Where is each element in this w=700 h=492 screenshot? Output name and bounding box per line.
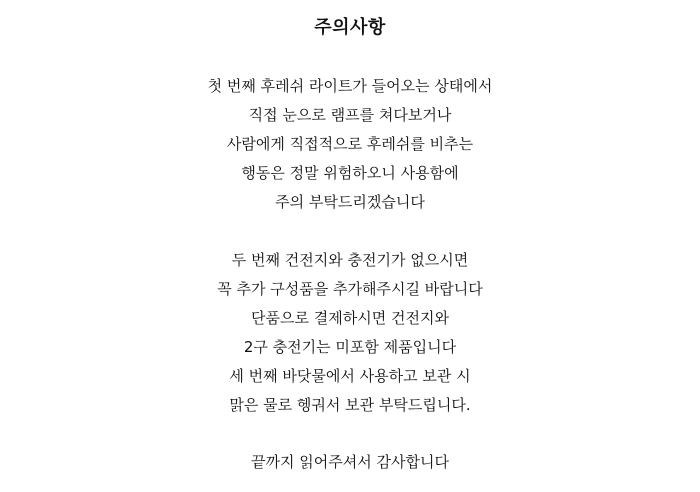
notice-line: 2구 충전기는 미포함 제품입니다 — [243, 338, 457, 356]
notice-line: 행동은 정말 위험하오니 사용함에 — [241, 164, 459, 182]
page-title: 주의사항 — [314, 17, 386, 38]
notice-line: 사람에게 직접적으로 후레쉬를 비추는 — [226, 135, 474, 153]
notice-line: 세 번째 바닷물에서 사용하고 보관 시 — [229, 367, 471, 385]
notice-line: 주의 부탁드리겠습니다 — [275, 193, 425, 211]
notice-line: 첫 번째 후레쉬 라이트가 들어오는 상태에서 — [207, 77, 493, 95]
notice-line: 직접 눈으로 램프를 쳐다보거나 — [248, 106, 452, 124]
notice-line: 꼭 추가 구성품을 추가해주시길 바랍니다 — [217, 280, 483, 298]
notice-line: 두 번째 건전지와 충전기가 없으시면 — [231, 251, 469, 269]
notice-line: 맑은 물로 헹궈서 보관 부탁드립니다. — [229, 396, 471, 414]
notice-line: 단품으로 결제하시면 건전지와 — [251, 309, 449, 327]
closing-line: 끝까지 읽어주셔서 감사합니다 — [251, 453, 449, 471]
